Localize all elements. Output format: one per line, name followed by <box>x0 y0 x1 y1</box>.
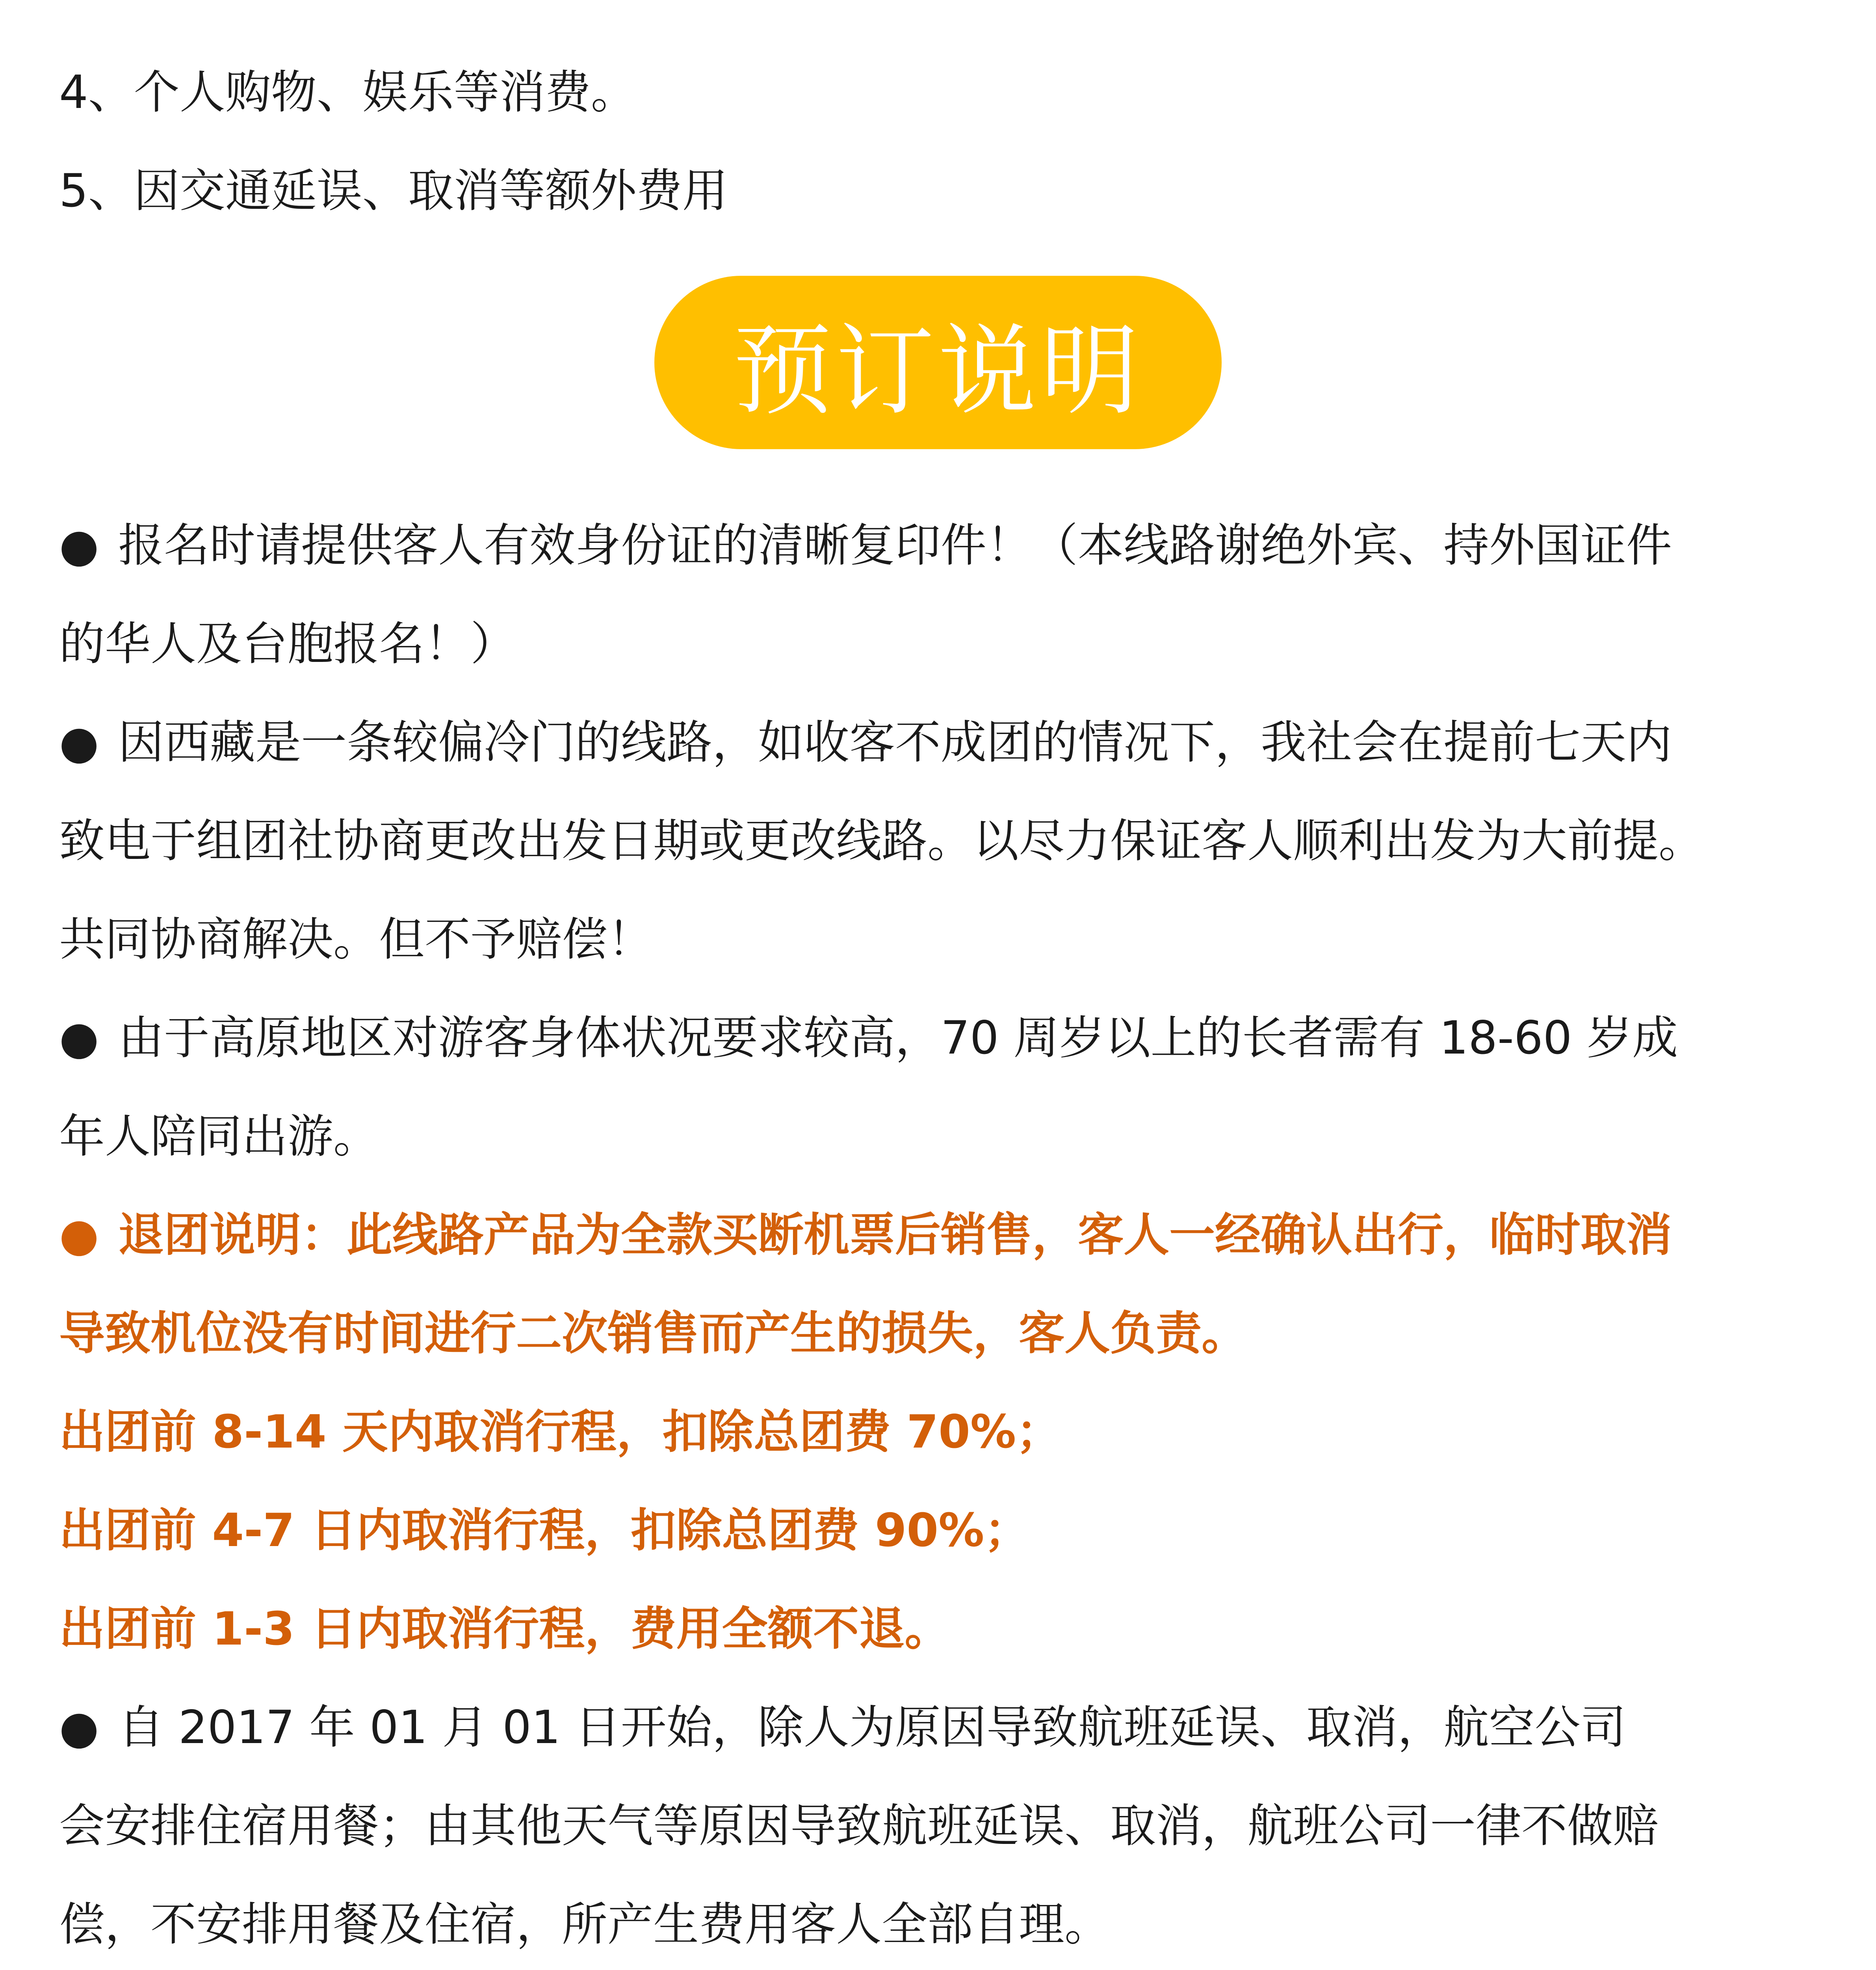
section-title-pill <box>654 276 1222 449</box>
bullet-dot: ● <box>59 716 99 769</box>
booking-note-group-size <box>59 693 1817 989</box>
note-line: 年人陪同出游。 <box>59 1110 379 1163</box>
note-line: 共同协商解决。但不予赔偿！ <box>59 913 653 966</box>
cancellation-policy <box>59 1186 1817 1678</box>
note-line: ● 因西藏是一条较偏冷门的线路，如收客不成团的情况下，我社会在提前七天内 <box>59 693 1817 792</box>
booking-note-flight-delay <box>59 1678 1817 1970</box>
policy-line: 导致机位没有时间进行二次销售而产生的损失，客人负责。 <box>59 1307 1247 1360</box>
note-line: ● 自 2017 年 01 月 01 日开始，除人为原因导致航班延误、取消，航空公司 <box>59 1678 1817 1777</box>
booking-note-id-requirement <box>59 496 1817 693</box>
bullet-dot: ● <box>59 519 99 572</box>
booking-note-age-requirement <box>59 989 1817 1186</box>
policy-tier-4-7-days: 出团前 4-7 日内取消行程，扣除总团费 90%； <box>59 1504 1030 1557</box>
intro-line: 5、因交通延误、取消等额外费用 <box>59 164 728 217</box>
note-line: 致电于组团社协商更改出发日期或更改线路。以尽力保证客人顺利出发为大前提。 <box>59 814 1704 868</box>
bullet-dot: ● <box>59 1011 99 1065</box>
note-line: ● 由于高原地区对游客身体状况要求较高，70 周岁以上的长者需有 18-60 岁成 <box>59 989 1817 1087</box>
bullet-dot: ● <box>59 1208 99 1262</box>
intro-line: 4、个人购物、娱乐等消费。 <box>59 66 637 119</box>
section-header <box>59 276 1817 449</box>
policy-tier-1-3-days: 出团前 1-3 日内取消行程，费用全额不退。 <box>59 1602 951 1656</box>
note-line: ● 报名时请提供客人有效身份证的清晰复印件！（本线路谢绝外宾、持外国证件 <box>59 496 1817 595</box>
policy-line: ● 退团说明：此线路产品为全款买断机票后销售，客人一经确认出行，临时取消 <box>59 1186 1817 1284</box>
section-title: 预订说明 <box>733 314 1143 428</box>
bullet-dot: ● <box>59 1701 99 1754</box>
note-line: 偿，不安排用餐及住宿，所产生费用客人全部自理。 <box>59 1898 1110 1951</box>
cost-exclusions-tail <box>59 43 1817 240</box>
note-line: 的华人及台胞报名！） <box>59 617 516 671</box>
policy-tier-8-14-days: 出团前 8-14 天内取消行程，扣除总团费 70%； <box>59 1405 1062 1459</box>
note-line: 会安排住宿用餐；由其他天气等原因导致航班延误、取消，航班公司一律不做赔 <box>59 1799 1659 1853</box>
